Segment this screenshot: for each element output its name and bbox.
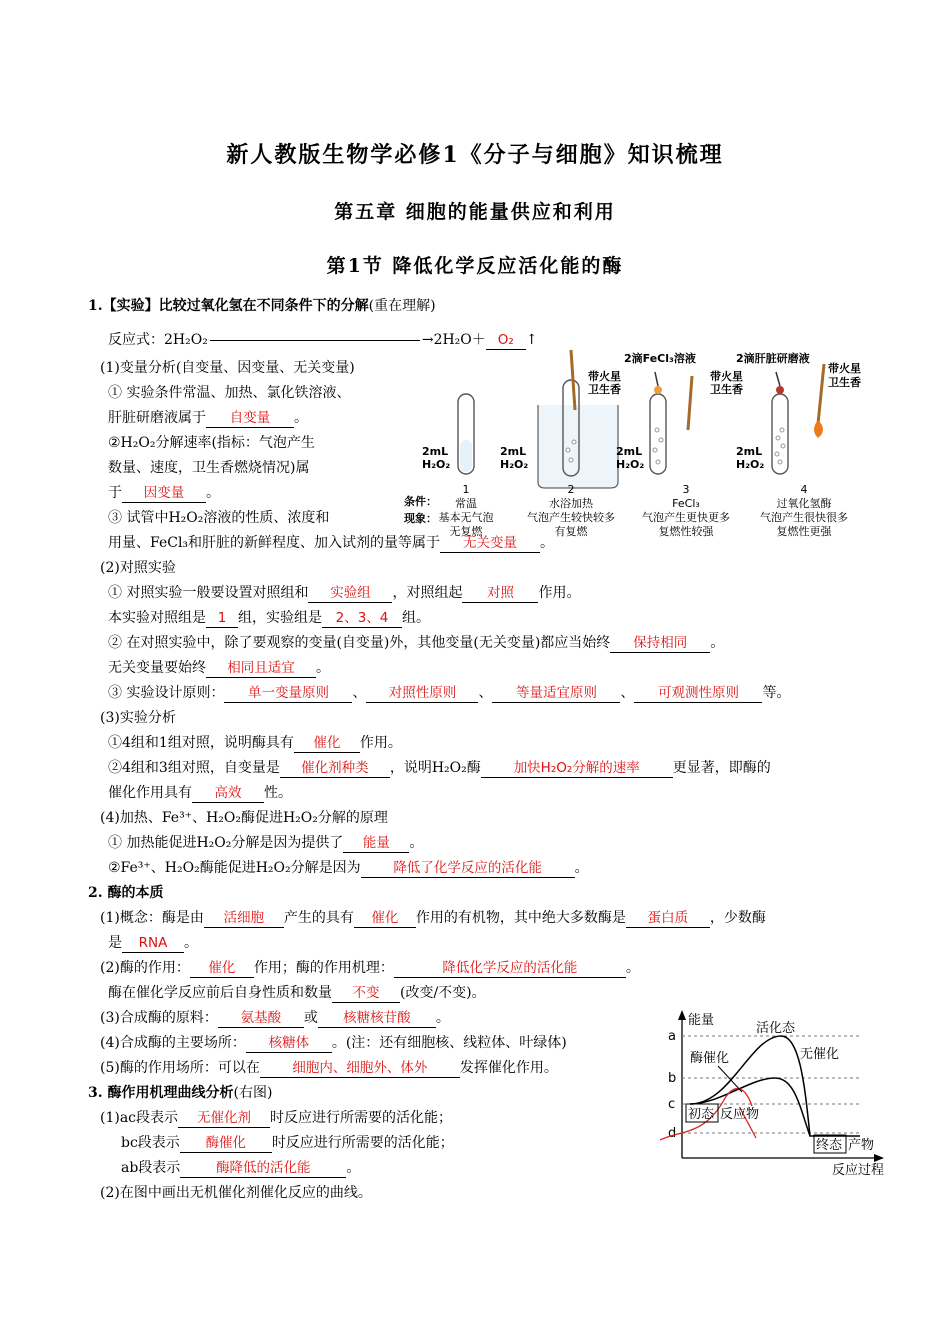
s3-heading: 3. 酶作用机理曲线分析(右图) bbox=[88, 1085, 273, 1101]
label-final: 终态 bbox=[816, 1138, 843, 1153]
p4-title: (4)加热、Fe³⁺、H₂O₂酶促进H₂O₂分解的原理 bbox=[100, 810, 388, 826]
tube-4-volume: 2mL bbox=[736, 445, 763, 458]
label-initial: 初态 bbox=[688, 1107, 715, 1122]
incense-label-3b: 卫生香 bbox=[710, 383, 743, 396]
p1-b-line2: 数量、速度，卫生香燃烧情况)属 bbox=[108, 460, 310, 476]
incense-label-2b: 卫生香 bbox=[588, 383, 621, 396]
p4-b: ②Fe³⁺、H₂O₂酶能促进H₂O₂分解是因为 降低了化学反应的活化能 。 bbox=[108, 860, 589, 876]
s3-c: ab段表示 酶降低的活化能 。 bbox=[121, 1160, 361, 1176]
tube-4-ph2: 复燃性更强 bbox=[776, 525, 832, 538]
s3-d: (2)在图中画出无机催化剂催化反应的曲线。 bbox=[100, 1185, 372, 1201]
incense-4 bbox=[818, 364, 824, 424]
p3-c: 催化作用具有 高效 性。 bbox=[108, 785, 292, 801]
s2-c: 酶在催化学反应前后自身性质和数量 不变 (改变/不变)。 bbox=[108, 985, 486, 1001]
s2-heading: 2. 酶的本质 bbox=[88, 885, 164, 901]
s2-f: (5)酶的作用场所：可以在 细胞内、细胞外、体外 发挥催化作用。 bbox=[100, 1060, 558, 1076]
p2-a: ① 对照实验一般要设置对照组和 实验组 ，对照组起 对照 作用。 bbox=[108, 585, 581, 601]
p2-e: ③ 实验设计原则： 单一变量原则 、 对照性原则 、 等量适宜原则 、 可观测性原则 等。 bbox=[108, 685, 791, 701]
level-a: a bbox=[668, 1029, 676, 1044]
p1-a-line1: ① 实验条件常温、加热、氯化铁溶液、 bbox=[108, 385, 351, 401]
row-condition-label: 条件： bbox=[404, 495, 437, 508]
p2-title: (2)对照实验 bbox=[100, 560, 176, 576]
reaction-line: 反应式：2H₂O₂ →2H₂O＋ O₂ ↑ bbox=[108, 332, 538, 348]
liver-drops-label: 2滴肝脏研磨液 bbox=[736, 352, 810, 365]
s1-heading: 1.【实验】比较过氧化氢在不同条件下的分解(重在理解) bbox=[88, 298, 436, 314]
p1-c-line2: 用量、FeCl₃和肝脏的新鲜程度、加入试剂的量等属于 无关变量 。 bbox=[108, 535, 555, 551]
p2-b: 本实验对照组是 1 组，实验组是 2、3、4 组。 bbox=[108, 610, 430, 626]
incense-label-4a: 带火星 bbox=[828, 362, 861, 375]
tube-2-volume: 2mL bbox=[500, 445, 527, 458]
p3-b: ②4组和3组对照，自变量是 催化剂种类 ，说明H₂O₂酶 加快H₂O₂分解的速率 更显著，即酶的 bbox=[108, 760, 771, 776]
tube-4-ph1: 气泡产生很快很多 bbox=[760, 511, 848, 524]
tube-2-cond: 水浴加热 bbox=[549, 497, 593, 510]
label-enzyme-cat: 酶催化 bbox=[690, 1051, 730, 1066]
tube-1-reagent: H₂O₂ bbox=[422, 458, 451, 471]
experiment-figure bbox=[400, 350, 870, 550]
tube-1-ph2: 无复燃 bbox=[449, 525, 483, 538]
s3-a: (1)ac段表示 无催化剂 时反应进行所需要的活化能； bbox=[100, 1110, 453, 1126]
level-d: d bbox=[668, 1126, 677, 1141]
flame bbox=[814, 420, 823, 438]
row-phenomenon-label: 现象： bbox=[404, 512, 437, 525]
x-axis-label: 反应过程 bbox=[832, 1163, 885, 1178]
level-c: c bbox=[668, 1097, 676, 1112]
tube-4-reagent: H₂O₂ bbox=[736, 458, 765, 471]
beaker bbox=[538, 405, 618, 488]
p1-c-line1: ③ 试管中H₂O₂溶液的性质、浓度和 bbox=[108, 510, 330, 526]
tube-2-num: 2 bbox=[567, 483, 575, 496]
section-title: 第1节 降低化学反应活化能的酶 bbox=[326, 255, 624, 277]
s2-a: (1)概念：酶是由 活细胞 产生的具有 催化 作用的有机物，其中绝大多数酶是 蛋白质 ，少数酶 bbox=[100, 910, 766, 926]
s2-a2: 是 RNA 。 bbox=[108, 935, 198, 951]
tube-1-volume: 2mL bbox=[422, 445, 449, 458]
page-title: 新人教版生物学必修1《分子与细胞》知识梳理 bbox=[226, 142, 724, 168]
tube-3-ph1: 气泡产生更快更多 bbox=[642, 511, 730, 524]
label-activated: 活化态 bbox=[756, 1021, 796, 1036]
tube-4-cond: 过氧化氢酶 bbox=[776, 497, 832, 510]
tube-3-num: 3 bbox=[682, 483, 690, 496]
incense-2 bbox=[571, 350, 575, 410]
s2-b: (2)酶的作用： 催化 作用；酶的作用机理： 降低化学反应的活化能 。 bbox=[100, 960, 640, 976]
tube-2-ph1: 气泡产生较快较多 bbox=[527, 511, 615, 524]
tube-1-cond: 常温 bbox=[455, 497, 477, 510]
level-b: b bbox=[668, 1071, 677, 1086]
tube-3-ph2: 复燃性较强 bbox=[658, 525, 714, 538]
incense-label-3a: 带火星 bbox=[710, 370, 743, 383]
y-axis-label: 能量 bbox=[688, 1013, 715, 1028]
tube-3-volume: 2mL bbox=[616, 445, 643, 458]
label-no-cat: 无催化 bbox=[800, 1047, 840, 1062]
p4-a: ① 加热能促进H₂O₂分解是因为提供了 能量 。 bbox=[108, 835, 424, 851]
p3-title: (3)实验分析 bbox=[100, 710, 176, 726]
p3-a: ①4组和1组对照，说明酶具有 催化 作用。 bbox=[108, 735, 402, 751]
tube-2-reagent: H₂O₂ bbox=[500, 458, 529, 471]
p1-b-line3: 于 因变量 。 bbox=[108, 485, 220, 501]
energy-diagram bbox=[660, 1008, 900, 1180]
fecl3-drops-label: 2滴FeCl₃溶液 bbox=[624, 352, 696, 365]
incense-label-2a: 带火星 bbox=[588, 370, 621, 383]
p2-d: 无关变量要始终 相同且适宜 。 bbox=[108, 660, 330, 676]
tube-1-ph1: 基本无气泡 bbox=[438, 511, 494, 524]
tube-1-num: 1 bbox=[462, 483, 470, 496]
tube-2-ph2: 有复燃 bbox=[554, 525, 588, 538]
p1-title: (1)变量分析(自变量、因变量、无关变量) bbox=[100, 360, 355, 376]
p2-c: ② 在对照实验中，除了要观察的变量(自变量)外，其他变量(无关变量)都应当始终 保持相同 。 bbox=[108, 635, 725, 651]
incense-3 bbox=[688, 376, 692, 430]
label-product: 产物 bbox=[848, 1138, 875, 1153]
p1-a-line2: 肝脏研磨液属于 自变量 。 bbox=[108, 410, 308, 426]
p1-b-line1: ②H₂O₂分解速率(指标：气泡产生 bbox=[108, 435, 315, 451]
tube-3-cond: FeCl₃ bbox=[672, 497, 700, 510]
tube-3-reagent: H₂O₂ bbox=[616, 458, 645, 471]
s2-d: (3)合成酶的原料： 氨基酸 或 核糖核苷酸 。 bbox=[100, 1010, 450, 1026]
chapter-title: 第五章 细胞的能量供应和利用 bbox=[334, 201, 616, 223]
incense-label-4b: 卫生香 bbox=[828, 376, 861, 389]
tube-4-num: 4 bbox=[800, 483, 808, 496]
label-reactant: 反应物 bbox=[720, 1107, 760, 1122]
s2-e: (4)合成酶的主要场所： 核糖体 。(注：还有细胞核、线粒体、叶绿体) bbox=[100, 1035, 567, 1051]
s3-b: bc段表示 酶催化 时反应进行所需要的活化能； bbox=[121, 1135, 454, 1151]
